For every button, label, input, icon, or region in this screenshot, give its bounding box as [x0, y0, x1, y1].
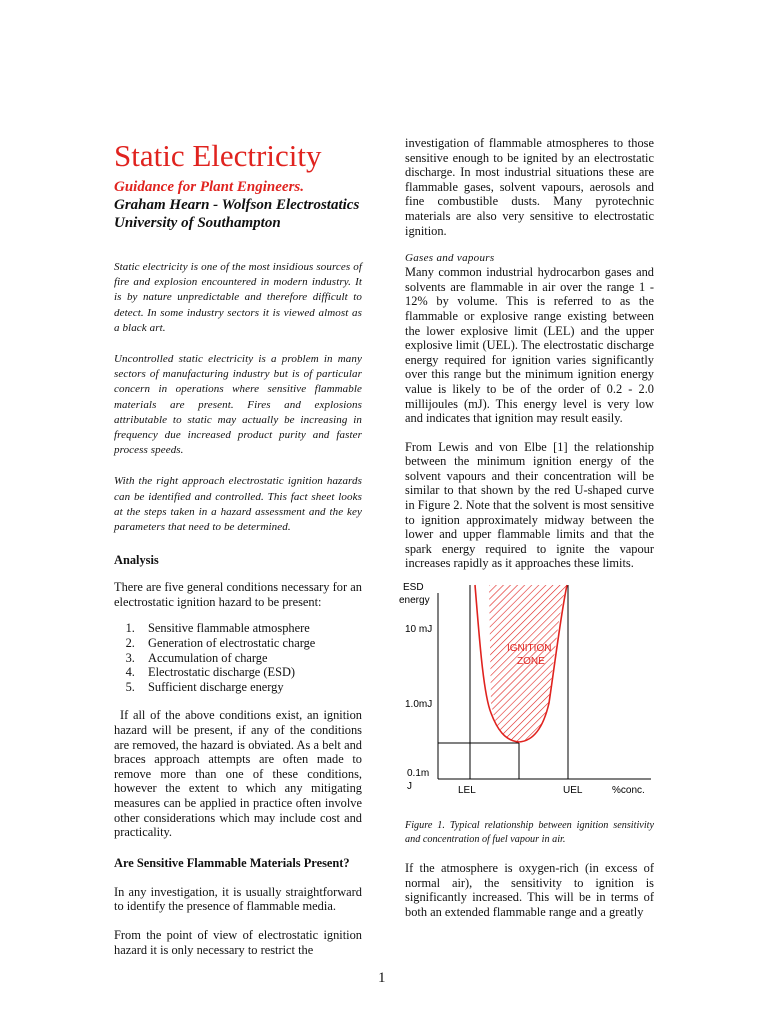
tick-label-01mJ: 0.1m	[407, 768, 430, 780]
document-title: Static Electricity	[114, 138, 322, 173]
list-item: 1. Sensitive flammable atmosphere	[138, 621, 362, 636]
ignition-figure	[399, 583, 659, 803]
author-line: Graham Hearn - Wolfson Electrostatics	[114, 197, 360, 213]
materials-paragraph: In any investigation, it is usually straightforward to identify the presence of flammable media.	[114, 884, 362, 914]
list-item: 4. Electrostatic discharge (ESD)	[138, 665, 362, 680]
right-column	[399, 136, 654, 919]
continued-paragraph: investigation of flammable atmospheres to those sensitive enough to be ignited by an electrostatic discharge. In most industrial situations these are flammable gases, solvent vapours, aerosols and fine combustible dusts. Many pyrotechnic materials are also very sensitive to electrostatic ignition.	[405, 136, 654, 238]
document-subtitle: Guidance for Plant Engineers.	[114, 179, 305, 195]
affiliation-line: University of Southampton	[114, 215, 281, 231]
list-item: 5. Sufficient discharge energy	[138, 680, 362, 695]
intro-paragraph: Static electricity is one of the most insidious sources of fire and explosion encountered in modern industry. It is by nature unpredictable and therefore difficult to detect. In some industry sectors it is viewed almost as a black art.	[114, 261, 362, 334]
left-column	[114, 136, 362, 957]
lel-label: LEL	[458, 785, 476, 797]
tick-label-10mJ: 10 mJ	[405, 624, 433, 636]
x-axis-label: %conc.	[612, 785, 645, 797]
list-item: 3. Accumulation of charge	[138, 651, 362, 666]
oxygen-paragraph: If the atmosphere is oxygen-rich (in excess of normal air), the sensitivity to ignition is significantly increased. This will be in terms of both an extended flammable range and a greatly	[405, 861, 654, 919]
lewis-paragraph: From Lewis and von Elbe [1] the relationship between the minimum ignition energy of the solvent vapours and their concentration will be similar to that shown by the red U-shaped curve in Figure 2. Note that the solvent is most sensitive to ignition approximately midway between the lower and upper flammable limits and that the spark energy required to ignite the vapour increases rapidly as it approaches these limits.	[405, 439, 654, 571]
uel-label: UEL	[563, 785, 583, 797]
list-item: 2. Generation of electrostatic charge	[138, 636, 362, 651]
gases-paragraph: Many common industrial hydrocarbon gases and solvents are flammable in air over the range 1 - 12% by volume. This is referred to as the flammable or explosive range existing between the lower explosive limit (LEL) and the upper explosive limit (UEL). The electrostatic discharge energy required for ignition varies significantly over this range but the minimum ignition energy value is likely to be of the order of 0.2 - 2.0 millijoules (mJ). This energy level is very low and indicates that ignition may result easily.	[405, 265, 654, 426]
tick-label-1mJ: 1.0mJ	[405, 699, 433, 711]
materials-heading: Are Sensitive Flammable Materials Present?	[114, 855, 350, 870]
tick-label-01mJ-unit: J	[407, 781, 412, 793]
figure-caption: Figure 1. Typical relationship between ignition sensitivity and concentration of fuel vapour in air.	[405, 820, 654, 846]
y-label-line2: energy	[399, 595, 430, 607]
gases-heading: Gases and vapours	[405, 252, 495, 265]
analysis-followup: If all of the above conditions exist, an ignition hazard will be present, if any of the conditions are removed, the hazard is obviated. As a belt and braces approach attempts are often made to remove more than one of these conditions, however the extent to which any mitigating measures can be applied in practice often involve other considerations which may include cost and practicality.	[114, 708, 362, 840]
conditions-list	[114, 621, 362, 694]
zone-label-line1: IGNITION	[507, 643, 552, 655]
analysis-lead: There are five general conditions necessary for an electrostatic ignition hazard to be present:	[114, 580, 362, 609]
zone-label-line2: ZONE	[517, 656, 545, 668]
y-label-line1: ESD	[403, 583, 424, 594]
intro-paragraph: Uncontrolled static electricity is a problem in many sectors of manufacturing industry but is of particular concern in operations where sensitive flammable materials are present. Fires and explosions attributable to static may actually be increasing in frequency due increased product purity and faster process speeds.	[114, 353, 362, 457]
intro-paragraph: With the right approach electrostatic ignition hazards can be identified and controlled. This fact sheet looks at the steps taken in a hazard assessment and the key parameters that need to be determined.	[114, 475, 362, 534]
page-number: 1	[378, 970, 386, 986]
materials-paragraph: From the point of view of electrostatic ignition hazard it is only necessary to restrict the	[114, 927, 362, 957]
analysis-heading: Analysis	[114, 553, 159, 568]
